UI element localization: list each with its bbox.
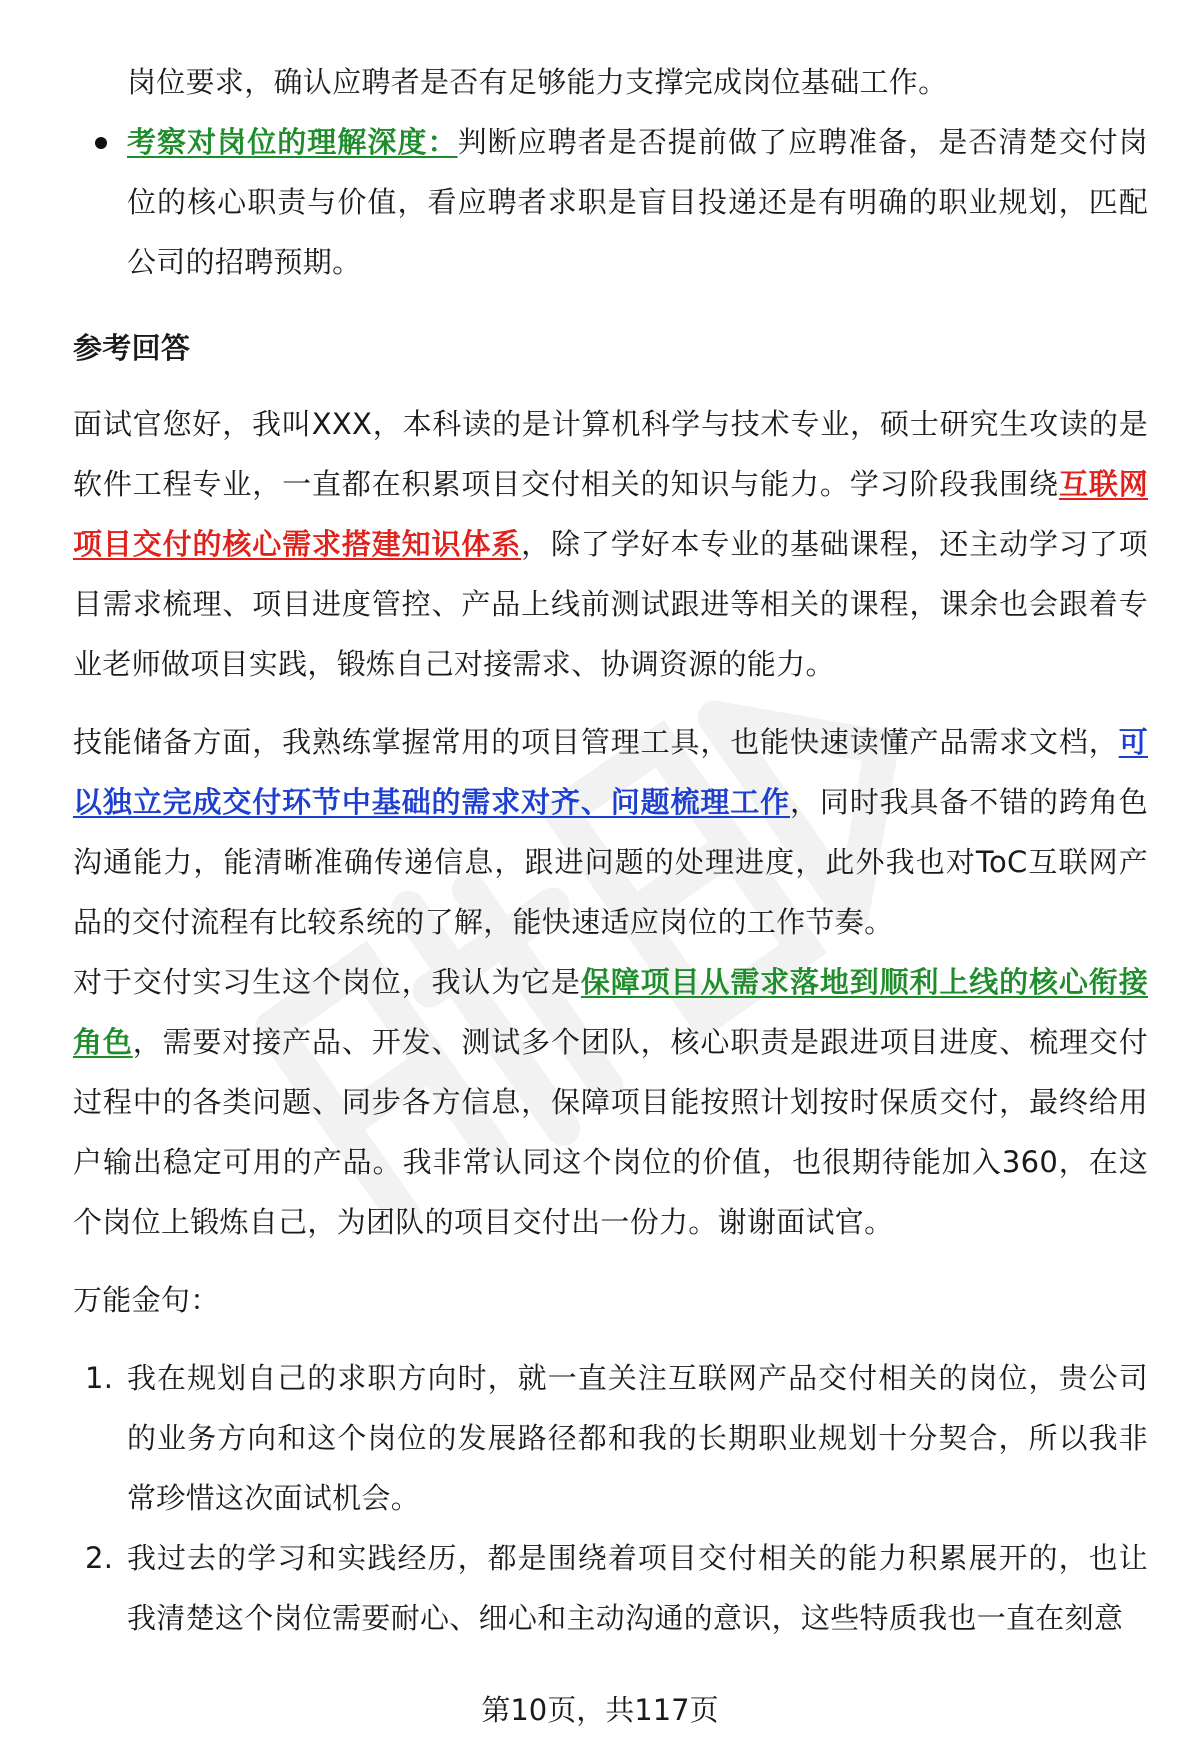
paragraph-role-highlight: 保障项目从需求落地到顺利上线的核心衔接角色 [73,965,1148,1059]
golden-sentence-text: 我在规划自己的求职方向时，就一直关注互联网产品交付相关的岗位，贵公司的业务方向和这个岗位的发展路径都和我的长期职业规划十分契合，所以我非常珍惜这次面试机会。 [127,1361,1148,1515]
golden-sentence-item [73,1348,1148,1528]
golden-heading: 万能金句： [73,1283,220,1317]
paragraph-education [73,394,1148,694]
golden-sentence-number: 1. [85,1361,114,1395]
intro-continuation: 岗位要求，确认应聘者是否有足够能力支撑完成岗位基础工作。 [127,65,948,99]
paragraph-skills [73,712,1148,952]
golden-sentence-item [73,1528,1148,1648]
bullet-text: 判断应聘者是否提前做了应聘准备，是否清楚交付岗位的核心职责与价值，看应聘者求职是盲目投递还是有明确的职业规划，匹配公司的招聘预期。 [127,125,1148,279]
paragraph-role-part2: ，需要对接产品、开发、测试多个团队，核心职责是跟进项目进度、梳理交付过程中的各类问题、同步各方信息，保障项目能按照计划按时保质交付，最终给用户输出稳定可用的产品。我非常认同这个岗位的价值，也很期待能加入360，在这个岗位上锻炼自己，为团队的项目交付出一份力。谢谢面试官。 [73,1025,1149,1239]
page-footer: 第10页，共117页 [481,1693,719,1727]
bullet-dot-icon [95,137,107,149]
golden-sentence-text: 我过去的学习和实践经历，都是围绕着项目交付相关的能力积累展开的，也让我清楚这个岗位需要耐心、细心和主动沟通的意识，这些特质我也一直在刻意 [127,1541,1148,1635]
paragraph-skills-part2: ，同时我具备不错的跨角色沟通能力，能清晰准确传递信息，跟进问题的处理进度，此外我也对ToC互联网产品的交付流程有比较系统的了解，能快速适应岗位的工作节奏。 [73,785,1148,939]
paragraph-role [73,952,1148,1252]
paragraph-skills-highlight: 可以独立完成交付环节中基础的需求对齐、问题梳理工作 [73,725,1148,819]
golden-sentence-number: 2. [85,1541,114,1575]
bullet-item [73,112,1148,292]
paragraph-education-part2: ，除了学好本专业的基础课程，还主动学习了项目需求梳理、项目进度管控、产品上线前测试跟进等相关的课程，课余也会跟着专业老师做项目实践，锻炼自己对接需求、协调资源的能力。 [73,527,1148,681]
paragraph-skills-part1: 技能储备方面，我熟练掌握常用的项目管理工具，也能快速读懂产品需求文档， [73,725,1119,759]
document-body [73,52,1148,1648]
paragraph-role-part1: 对于交付实习生这个岗位，我认为它是 [73,965,581,999]
paragraph-education-part1: 面试官您好，我叫XXX，本科读的是计算机科学与技术专业，硕士研究生攻读的是软件工程专业，一直都在积累项目交付相关的知识与能力。学习阶段我围绕 [73,407,1148,501]
reference-heading: 参考回答 [73,331,191,365]
bullet-label: 考察对岗位的理解深度： [127,125,458,159]
paragraph-education-highlight: 互联网项目交付的核心需求搭建知识体系 [73,467,1148,561]
